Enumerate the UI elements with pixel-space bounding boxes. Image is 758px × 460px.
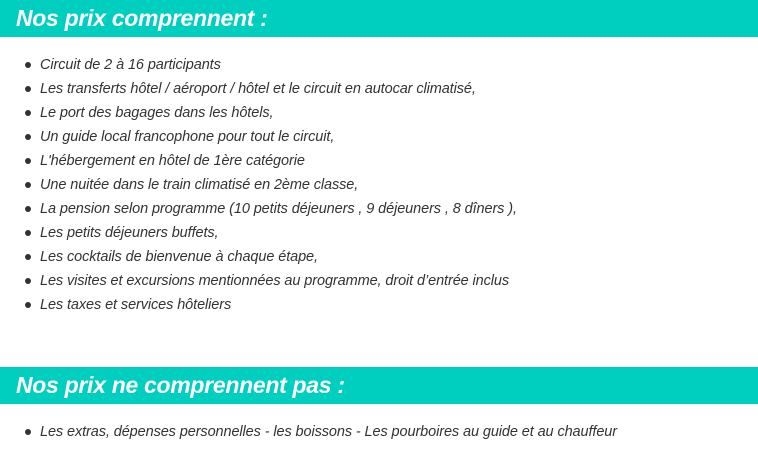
bullet-icon [25, 158, 31, 164]
list-item [0, 245, 517, 269]
list-item-text: Les extras, dépenses personnelles - les boissons - Les pourboires au guide et au chauffeur [40, 424, 617, 440]
list-item [0, 125, 517, 149]
list-item [0, 221, 517, 245]
bullet-icon [25, 206, 31, 212]
list-item [0, 53, 517, 77]
list-item [0, 197, 517, 221]
bullet-icon [25, 230, 31, 236]
list-item-text: Les visites et excursions mentionnées au programme, droit d’entrée inclus [40, 273, 510, 289]
list-item-text: Les petits déjeuners buffets, [40, 225, 219, 241]
list-item [0, 149, 517, 173]
excluded-section-title: Nos prix ne comprennent pas : [0, 367, 758, 404]
list-item-text: Les transferts hôtel / aéroport / hôtel et le circuit en autocar climatisé, [40, 81, 476, 97]
bullet-icon [25, 134, 31, 140]
bullet-icon [25, 62, 31, 68]
bullet-icon [25, 302, 31, 308]
list-item [0, 173, 517, 197]
bullet-icon [25, 110, 31, 116]
included-list [0, 53, 517, 317]
list-item-text: L'hébergement en hôtel de 1ère catégorie [40, 153, 305, 169]
list-item-text: Une nuitée dans le train climatisé en 2ème classe, [40, 177, 359, 193]
list-item-text: Circuit de 2 à 16 participants [40, 57, 221, 73]
bullet-icon [25, 86, 31, 92]
bullet-icon [25, 278, 31, 284]
bullet-icon [25, 182, 31, 188]
list-item-text: Les cocktails de bienvenue à chaque étape, [40, 249, 318, 265]
list-item-text: Le port des bagages dans les hôtels, [40, 105, 274, 121]
list-item-text: Les taxes et services hôteliers [40, 297, 232, 313]
list-item-text: La pension selon programme (10 petits déjeuners , 9 déjeuners , 8 dîners ), [40, 201, 517, 217]
bullet-icon [25, 429, 31, 435]
list-item [0, 101, 517, 125]
list-item-text: Un guide local francophone pour tout le circuit, [40, 129, 335, 145]
excluded-list [0, 420, 617, 444]
included-section-title: Nos prix comprennent : [0, 0, 758, 37]
list-item [0, 293, 517, 317]
list-item [0, 420, 617, 444]
bullet-icon [25, 254, 31, 260]
list-item [0, 269, 517, 293]
list-item [0, 77, 517, 101]
